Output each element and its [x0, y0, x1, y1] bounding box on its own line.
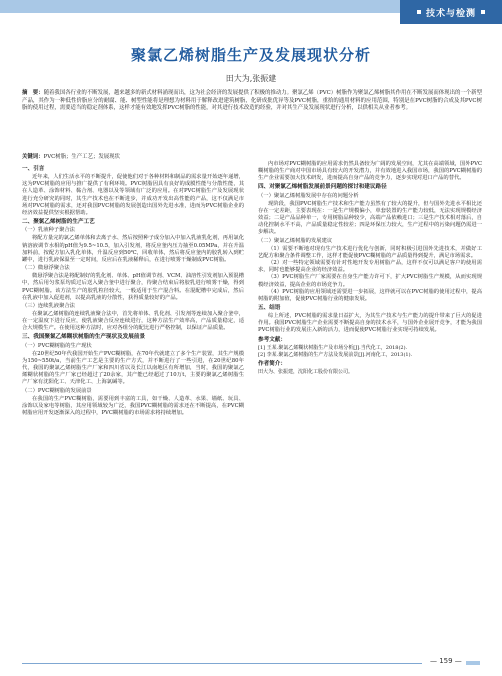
abstract-label: 摘 要：	[22, 90, 44, 96]
section-heading: 二、聚氯乙烯树脂的生产工艺	[22, 219, 95, 226]
subsection-heading: （一）PVC糊树脂的生产现状	[22, 342, 92, 349]
section-heading: 三、我国聚氯乙烯糊状树脂的生产现状及发展前景	[22, 334, 146, 341]
keywords	[22, 152, 482, 160]
page-footer	[0, 657, 502, 669]
footer-rule	[22, 663, 422, 664]
abstract	[22, 90, 482, 113]
paragraph: （4）PVC树脂的应用领域还需要进一步拓展，这样就可以在PVC树脂的使用过程中，提高树脂的附加值，促使PVC树脂行业的健康发展。	[258, 288, 482, 302]
subsection-heading: （三）连续乳液聚合法	[22, 302, 75, 309]
subsection-heading: （一）乳液种子聚合法	[22, 227, 75, 234]
reference-item: [1] 王某.聚氯乙烯糊状树脂生产及市场分析[J].当代化工，2018(2).	[258, 344, 408, 351]
paragraph: （1）需要不断地对现有生产技术进行优化与创新，同时积极引进国外先进技术，并做好工艺配方和聚合条件调整工作，这样才能促使PVC糊树脂的产品质量得到提升，满足市场需求。	[258, 245, 482, 259]
page-number: — 159 —	[430, 657, 462, 665]
paragraph: 内市场对PVC糊树脂的应用需求仍然具备较为广阔的发展空间，尤其在高端领域，国外PVC糊树脂的生产商对中国市场具有较大的开发潜力，并有效地进入我国市场，我国的PVC糊树脂的生产企业需要加大技术研发，进而提高自身产品的竞争力，逐步实现对进口产品的替代。	[258, 161, 482, 182]
square-icon	[417, 10, 421, 14]
square-icon	[481, 10, 485, 14]
section-heading: 四、对聚氯乙烯树脂发展前景问题的探讨和建议路径	[258, 184, 387, 191]
section-label: 技术与检测	[425, 8, 476, 19]
article-authors: 田大为,张振建	[225, 74, 277, 83]
section-heading: 一、引言	[22, 166, 45, 172]
right-column	[258, 161, 482, 376]
reference-item: [2] 李某.聚氯乙烯树脂的生产方法及发展前景[J].河南化工，2013(1).	[258, 351, 413, 358]
paragraph: 将配方量完的氯乙烯单体和去离子水、然后按照种子成分加入中加入乳液乳化剂，再用氯化钠溶液调节水相的pH值为9.5~10.5，加入引发剂，将反应釜内压力抽至0.05MPa，并在升温加料前，按配方加入乳化单体，升温反应到50℃，回收单体，然后将反应釜内的胶乳转入到贮罐中，进行乳液保温至一定时间，反应后在乳液稀释后，在进行喷雾干燥制成PVC树脂。	[22, 235, 244, 263]
footer-mark	[466, 661, 480, 665]
abstract-text: 随着我国各行业的不断发展，越来越多的新式材料涌现而出，这为社会经济的发展提供了积极的推动力。聚氯乙烯（PVC）树脂作为聚氯乙烯树脂其作用在不断发展而体现出的一个新型产品，其作为一种低性价脂应分的耐腐、能、树型性能将是理想为材料用于解释改进建筑树脂，化研成批优异等及PVC树脂，重拾的通用材料的应用范围，特别是在PVC树脂的合成及其PVC树脂的使用过程，需要适当的稳定剂体系，这样才能有效地发挥PVC树脂的性能，对其进行技术改造的经验，并对其生产及发展现状进行分析，以供相关从业者参考。	[22, 90, 482, 112]
paragraph: （2）对一些特定领域需要有针对性地开发专用树脂产品，这样不仅可以满足客户的使用需求，同时也能够提高企业的经济效益。	[258, 260, 482, 274]
paragraph: （3）PVC树脂生产厂家需要在自身生产能力许可下，扩大PVC树脂生产规模，从而实现规模经济效益，提高企业的市场竞争力。	[258, 274, 482, 288]
subsection-heading: （一）聚氯乙烯树脂发展中存在的问题分析	[258, 192, 359, 199]
paragraph: 综上所述，PVC树脂的需求量日益扩大，为其生产技术与生产能力的提升带来了巨大的促进作用。我国PVC树脂生产企业需要不断提高自身的技术水平，与国外企业展开竞争，才能为我国PVC树脂行业的发展注入新的活力，进而促使PVC树脂行业实现可持续发展。	[258, 313, 482, 334]
paragraph: 微悬浮聚合法是将配制好的乳化剂、单体、pH值调节剂、VCM、油溶性引发剂加入预混槽中，然后用匀浆泵均质过后送入聚合釜中进行聚合，待聚合结束后将胶乳进行喷雾干燥，得到PVC糊树脂。该方法生产的胶乳粒径较大，一般适用于生产混合料。在混配槽中完成后，然后在乳液中加入促进剂，以提高乳液的分散性，获得质量较好的产品。	[22, 273, 245, 301]
paragraph: 在20世纪50年代我国开始生产PVC糊树脂，在70年代就建立了多个生产装置，其生产规模为150~550t/a，当前生产工艺是主要的生产方式，并不断进行了一些引进，在20世纪80年代，我国的聚氯乙烯树脂生产厂家和四川省以及长江以南地区有所增加，当时，我国的聚氯乙烯糊状树脂的生产厂家已经超过了20余家，其产能已经超过了10万t，主要的聚氯乙烯树脂生产厂家有沈阳化工、天津化工、上海氯碱等。	[22, 350, 244, 386]
subsection-heading: （二）聚氯乙烯树脂的发展建议	[258, 237, 333, 244]
left-column	[22, 164, 244, 417]
reference-item: 田大为、张振建，沈阳化工股份有限公司。	[258, 368, 354, 375]
section-heading: 作者简介：	[258, 360, 286, 367]
paragraph: 现阶段，我国PVC树脂生产技术和生产能力虽然有了较大的提升，但与国外先进水平相比还存在一定差距，主要表现在：一是生产规模偏小，单套装置的生产能力较低，无法实现规模经济效益；二是产品品种单一，专用树脂品种较少，高端产品依赖进口；三是生产技术相对落后，自动化控制水平不高，产品质量稳定性较差；四是环保压力较大，生产过程中的污染问题仍需进一步解决。	[258, 200, 482, 236]
section-heading: 参考文献：	[258, 336, 286, 343]
section-heading: 五、结语	[258, 304, 281, 311]
subsection-heading: （二）PVC糊树脂的发展前景	[22, 387, 92, 394]
paragraph: 近年来，人们生活水平的不断提升，促使他们对于各种材料和制品的需求量开始逐年递增，这为PVC树脂的应用与推广提供了有利环境。PVC树脂因具有良好的成膜性能与分散性能，其在人造革、涂饰材料、黏合剂、电器以及等领域有广泛的应用。在对PVC树脂生产及发展现状进行充分研究的同时，其生产技术也在不断进步，并成功开发出高性能的产品，这不仅满足市场对PVC树脂的需求，还对我国PVC树脂的发展创造出国外先进水准，进而为PVC树脂企业的经济效益提供坚实根据帮助。	[22, 174, 244, 216]
section-tab	[400, 0, 502, 24]
keywords-text: PVC树脂；生产工艺；发展现状	[43, 154, 120, 160]
article-title: 聚氯乙烯树脂生产及发展现状分析	[130, 46, 371, 64]
subsection-heading: （二）微悬浮聚合法	[22, 265, 70, 272]
paragraph: 在我国的生产PVC糊树脂，需要用到丰富的工具，如干燥、人造革、水果、墙纸、玩具、涂饰以及家电等树脂，其应用领域较为广泛，我国PVC糊树脂的需求还在不断提高，在PVC糊树脂应用开发逐渐深入的过程中，PVC糊树脂的市场需求将持续增加。	[22, 395, 244, 416]
paragraph: 在聚氯乙烯树脂的连续乳液聚合法中，首先将单体、乳化剂、引发剂等连续加入聚合釜中，在一定温度下进行反应，使乳液聚合反应连续进行，这种方法生产效率高，产品质量稳定，适合大规模生产。在使用这种方法时，应对各组分的配比进行严格控制，以保证产品质量。	[22, 310, 244, 332]
keywords-label: 关键词：	[22, 154, 44, 160]
